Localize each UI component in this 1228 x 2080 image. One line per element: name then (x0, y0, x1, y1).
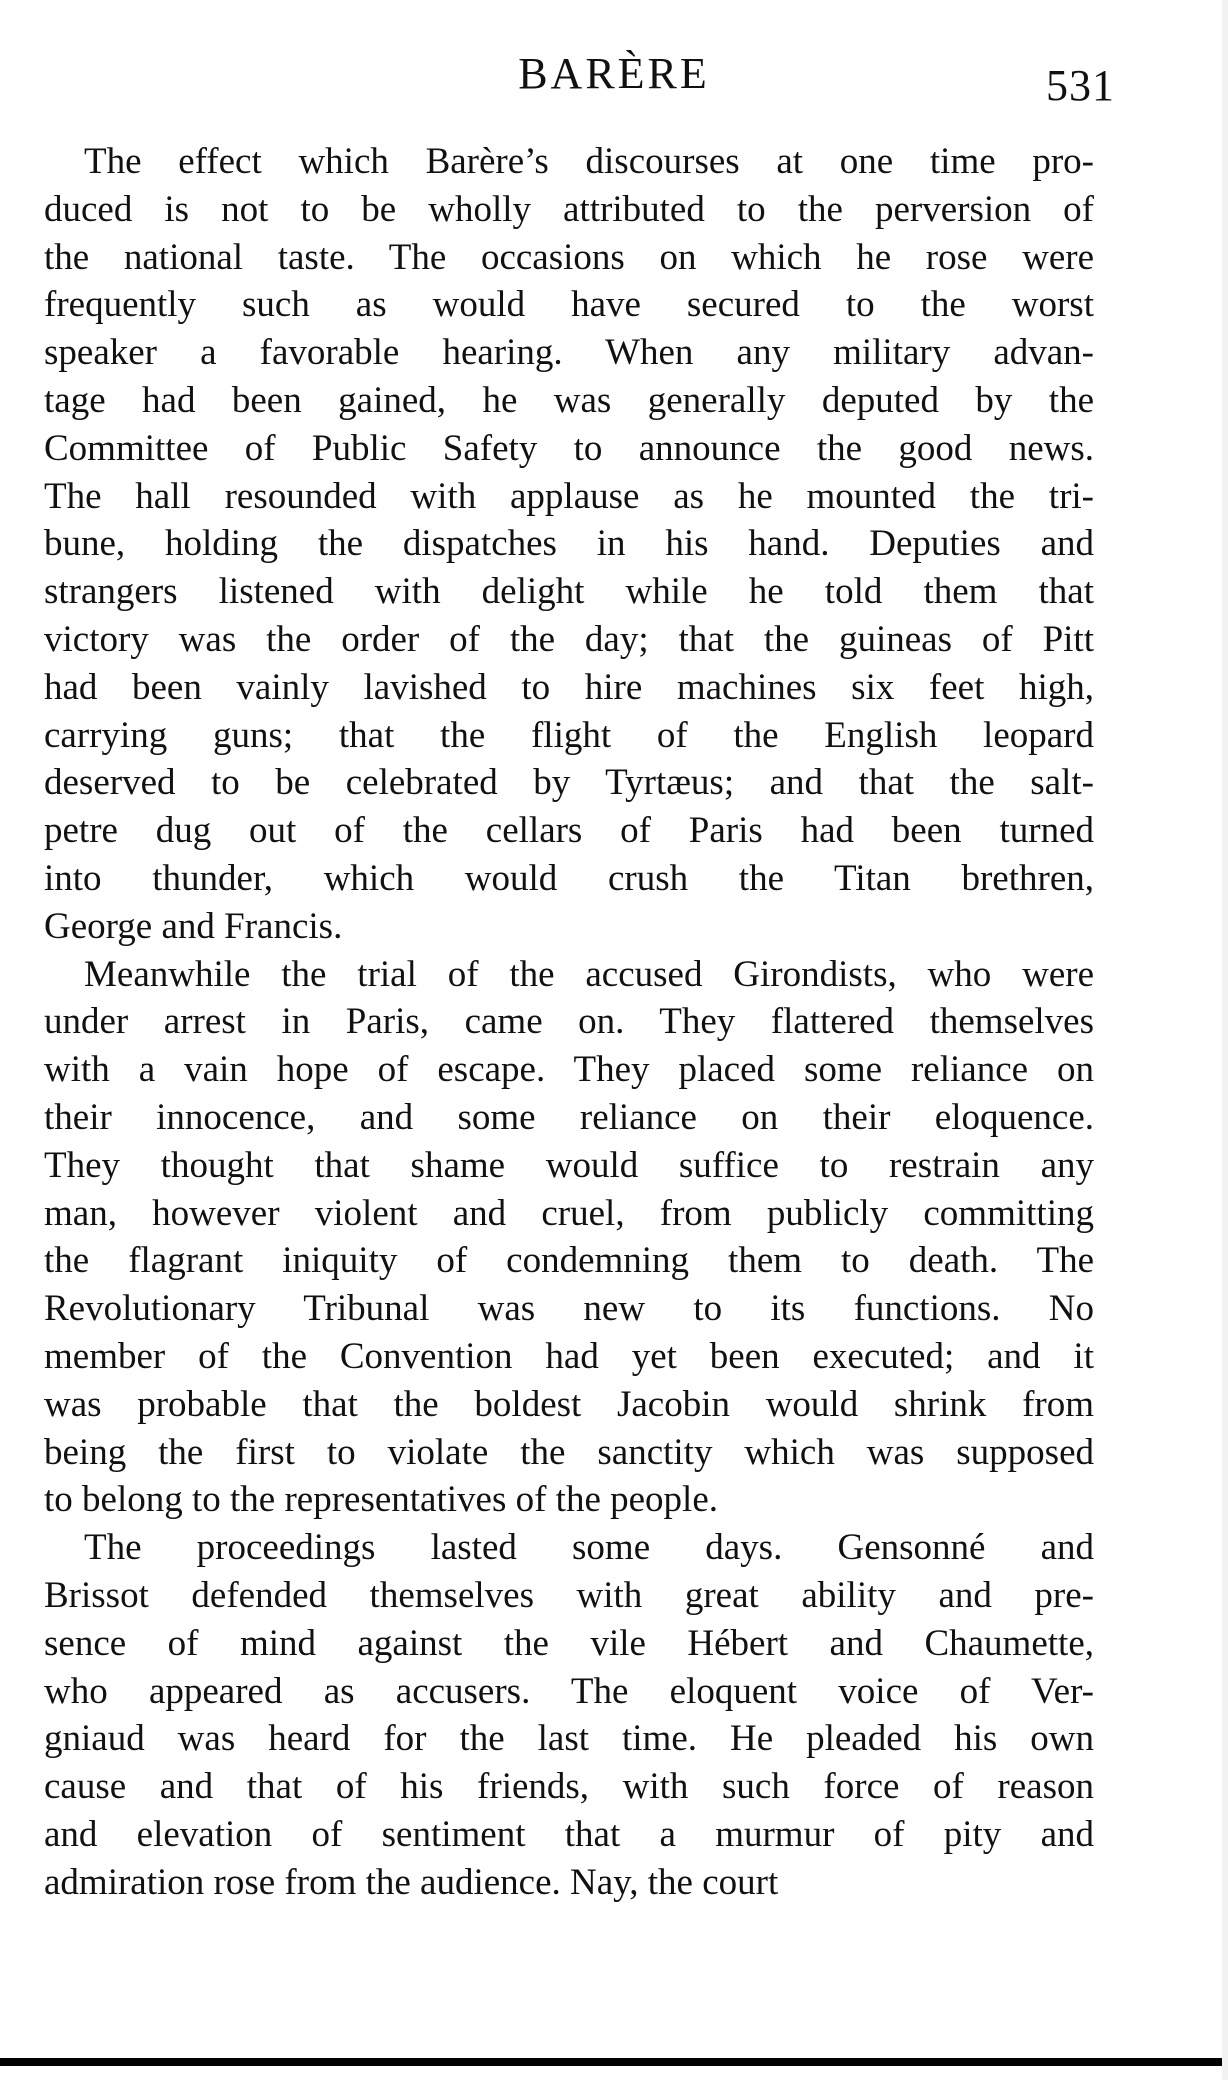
text-line: under arrest in Paris, came on. They flattered themselves (44, 1001, 1094, 1043)
paragraph (44, 138, 1094, 951)
text-line: tage had been gained, he was generally deputed by the (44, 379, 1094, 421)
text-line: the national taste. The occasions on which he rose were (44, 236, 1094, 278)
text-line: Revolutionary Tribunal was new to its functions. No (44, 1288, 1094, 1330)
text-line: They thought that shame would suffice to restrain any (44, 1144, 1094, 1186)
page-edge (1222, 0, 1228, 2080)
text-line: duced is not to be wholly attributed to the perversion of (44, 188, 1094, 230)
text-line: gniaud was heard for the last time. He pleaded his own (44, 1718, 1094, 1760)
text-line: member of the Convention had yet been executed; and it (44, 1335, 1094, 1377)
text-line: frequently such as would have secured to the worst (44, 284, 1094, 326)
text-line: The hall resounded with applause as he mounted the tri- (44, 475, 1094, 517)
text-line: had been vainly lavished to hire machines six feet high, (44, 666, 1094, 708)
text-line: bune, holding the dispatches in his hand. Deputies and (44, 523, 1094, 565)
text-line: cause and that of his friends, with such force of reason (44, 1766, 1094, 1808)
text-line: their innocence, and some reliance on their eloquence. (44, 1096, 1094, 1138)
text-line: into thunder, which would crush the Titan brethren, (44, 857, 1094, 899)
text-line: strangers listened with delight while he told them that (44, 571, 1094, 613)
text-line: to belong to the representatives of the people. (44, 1479, 719, 1521)
text-line: the flagrant iniquity of condemning them to death. The (44, 1240, 1094, 1282)
text-line: being the first to violate the sanctity which was supposed (44, 1431, 1094, 1473)
text-line: who appeared as accusers. The eloquent voice of Ver- (44, 1670, 1094, 1712)
text-line: man, however violent and cruel, from publicly committing (44, 1192, 1094, 1234)
text-line: sence of mind against the vile Hébert and Chaumette, (44, 1622, 1094, 1664)
running-title: BARÈRE (518, 49, 710, 98)
text-line: with a vain hope of escape. They placed some reliance on (44, 1049, 1094, 1091)
text-line: Brissot defended themselves with great ability and pre- (44, 1574, 1094, 1616)
text-line: Committee of Public Safety to announce the good news. (44, 427, 1094, 469)
text-line: The proceedings lasted some days. Gensonné and (84, 1527, 1094, 1569)
text-line: The effect which Barère’s discourses at one time pro- (84, 141, 1094, 182)
text-line: victory was the order of the day; that the guineas of Pitt (44, 618, 1094, 660)
text-line: Meanwhile the trial of the accused Girondists, who were (84, 953, 1094, 995)
text-line: admiration rose from the audience. Nay, the court (44, 1861, 779, 1903)
body-text (44, 138, 1094, 1906)
paragraph (44, 951, 1094, 1525)
bottom-rule (0, 2058, 1228, 2066)
page-number: 531 (1046, 61, 1115, 110)
text-line: was probable that the boldest Jacobin would shrink from (44, 1383, 1094, 1425)
text-line: and elevation of sentiment that a murmur of pity and (44, 1813, 1094, 1855)
text-line: speaker a favorable hearing. When any military advan- (44, 332, 1094, 374)
text-line: carrying guns; that the flight of the English leopard (44, 714, 1094, 756)
text-line: deserved to be celebrated by Tyrtæus; and that the salt- (44, 762, 1094, 804)
text-line: petre dug out of the cellars of Paris had been turned (44, 810, 1094, 852)
paragraph (44, 1524, 1094, 1906)
text-line: George and Francis. (44, 905, 343, 947)
